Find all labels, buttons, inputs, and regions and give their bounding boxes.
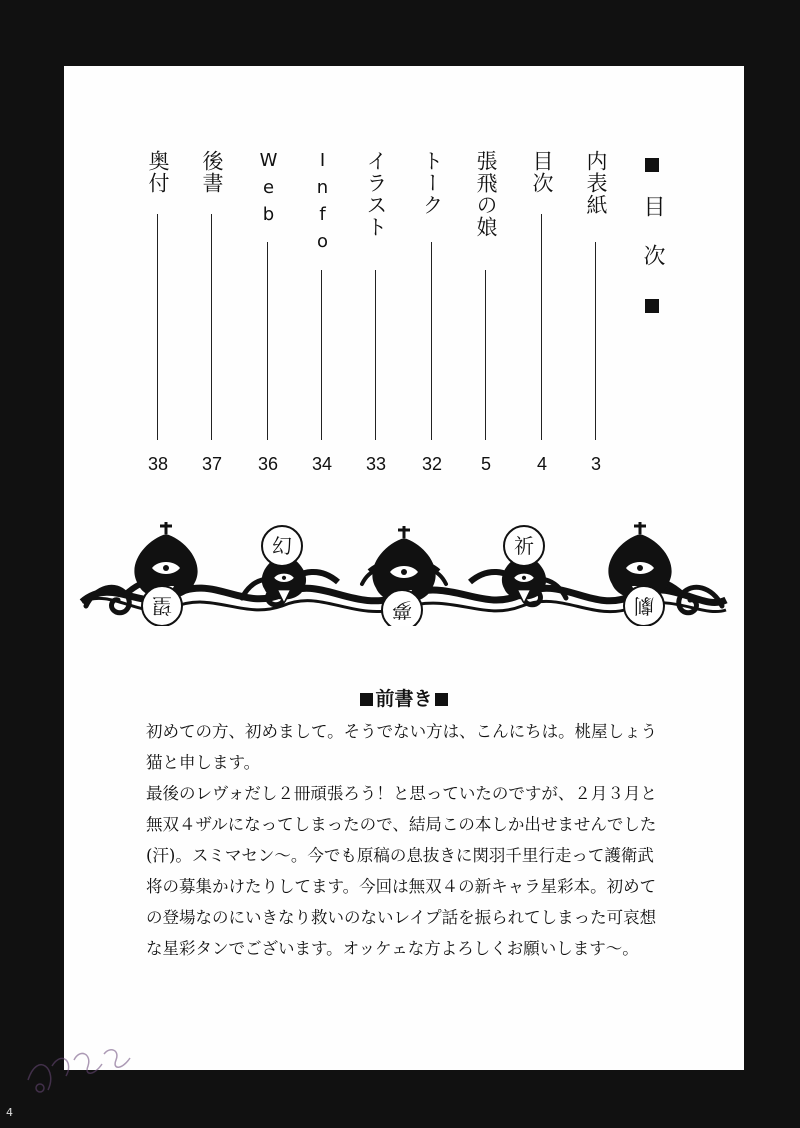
toc-entry	[254, 150, 282, 474]
toc-entry-page: 5	[480, 454, 491, 474]
toc-entry-page: 33	[365, 454, 387, 474]
toc-leader-line	[211, 214, 212, 440]
square-bullet-icon	[645, 158, 659, 172]
toc-entry	[472, 150, 500, 474]
toc-heading-text: 目 次	[640, 195, 665, 276]
toc-entry-label: Info	[312, 150, 333, 258]
toc-entry-page: 36	[257, 454, 279, 474]
toc-entry	[418, 150, 446, 474]
medallion-glyph: 祈	[514, 534, 534, 558]
preface-heading	[64, 684, 744, 711]
square-bullet-icon	[645, 299, 659, 313]
toc-leader-line	[321, 270, 322, 440]
toc-entry-label: 奥付	[146, 150, 170, 194]
toc-entry-label: イラスト	[364, 150, 388, 238]
preface-paragraph: 最後のレヴォだし２冊頑張ろう！と思っていたのですが、２月３月と無双４ザルになってしまったので、結局この本しか出せませんでした(汗)。スミマセン〜。今でも原稿の息抜きに関羽千里行走って護衛武将の募集かけたりしてます。今回は無双４の新キャラ星彩本。初めての登場なのにいきなり救いのないレイプ話を振られてしまった可哀想な星彩タンでございます。オッケェな方よろしくお願いします〜。	[146, 784, 657, 958]
medallion-glyph: 望	[152, 594, 172, 618]
toc-entry-page: 34	[311, 454, 333, 474]
toc-entry	[582, 150, 610, 474]
preface-body	[146, 716, 660, 964]
toc-entry-page: 3	[590, 454, 601, 474]
toc-entry-page: 37	[201, 454, 223, 474]
toc-leader-line	[267, 242, 268, 440]
medallion-glyph: 夢	[392, 598, 412, 622]
toc-entry	[362, 150, 390, 474]
page-number: 4	[6, 1106, 13, 1119]
toc-entry-page: 4	[536, 454, 547, 474]
toc-entry	[144, 150, 172, 474]
toc-entry-label: 目次	[530, 150, 554, 194]
medallion-glyph: 幻	[272, 534, 292, 558]
toc-entry-page: 38	[147, 454, 169, 474]
square-bullet-icon	[360, 693, 373, 706]
toc-entry-page: 32	[421, 454, 443, 474]
toc-leader-line	[375, 270, 376, 440]
toc-entry	[528, 150, 556, 474]
preface-heading-text: 前書き	[375, 688, 433, 710]
medallion-glyph: 劇	[634, 594, 654, 618]
toc-entry-label: 張飛の娘	[474, 150, 498, 238]
page	[64, 66, 744, 1070]
toc-entry-label: トーク	[420, 150, 444, 216]
toc-entry-label: 内表紙	[584, 150, 608, 216]
toc-leader-line	[157, 214, 158, 440]
toc-entry-label: Web	[258, 150, 279, 231]
toc-leader-line	[541, 214, 542, 440]
square-bullet-icon	[435, 693, 448, 706]
toc-leader-line	[595, 242, 596, 440]
toc-entry	[198, 150, 226, 474]
toc-heading	[638, 152, 666, 319]
ornamental-border	[72, 516, 736, 626]
toc-entry	[308, 150, 336, 474]
scanner-watermark-logo	[18, 1010, 138, 1100]
toc-entry-label: 後書	[200, 150, 224, 194]
toc-leader-line	[485, 270, 486, 440]
toc-leader-line	[431, 242, 432, 440]
preface-paragraph: 初めての方、初めまして。そうでない方は、こんにちは。桃屋しょう猫と申します。	[146, 722, 658, 772]
